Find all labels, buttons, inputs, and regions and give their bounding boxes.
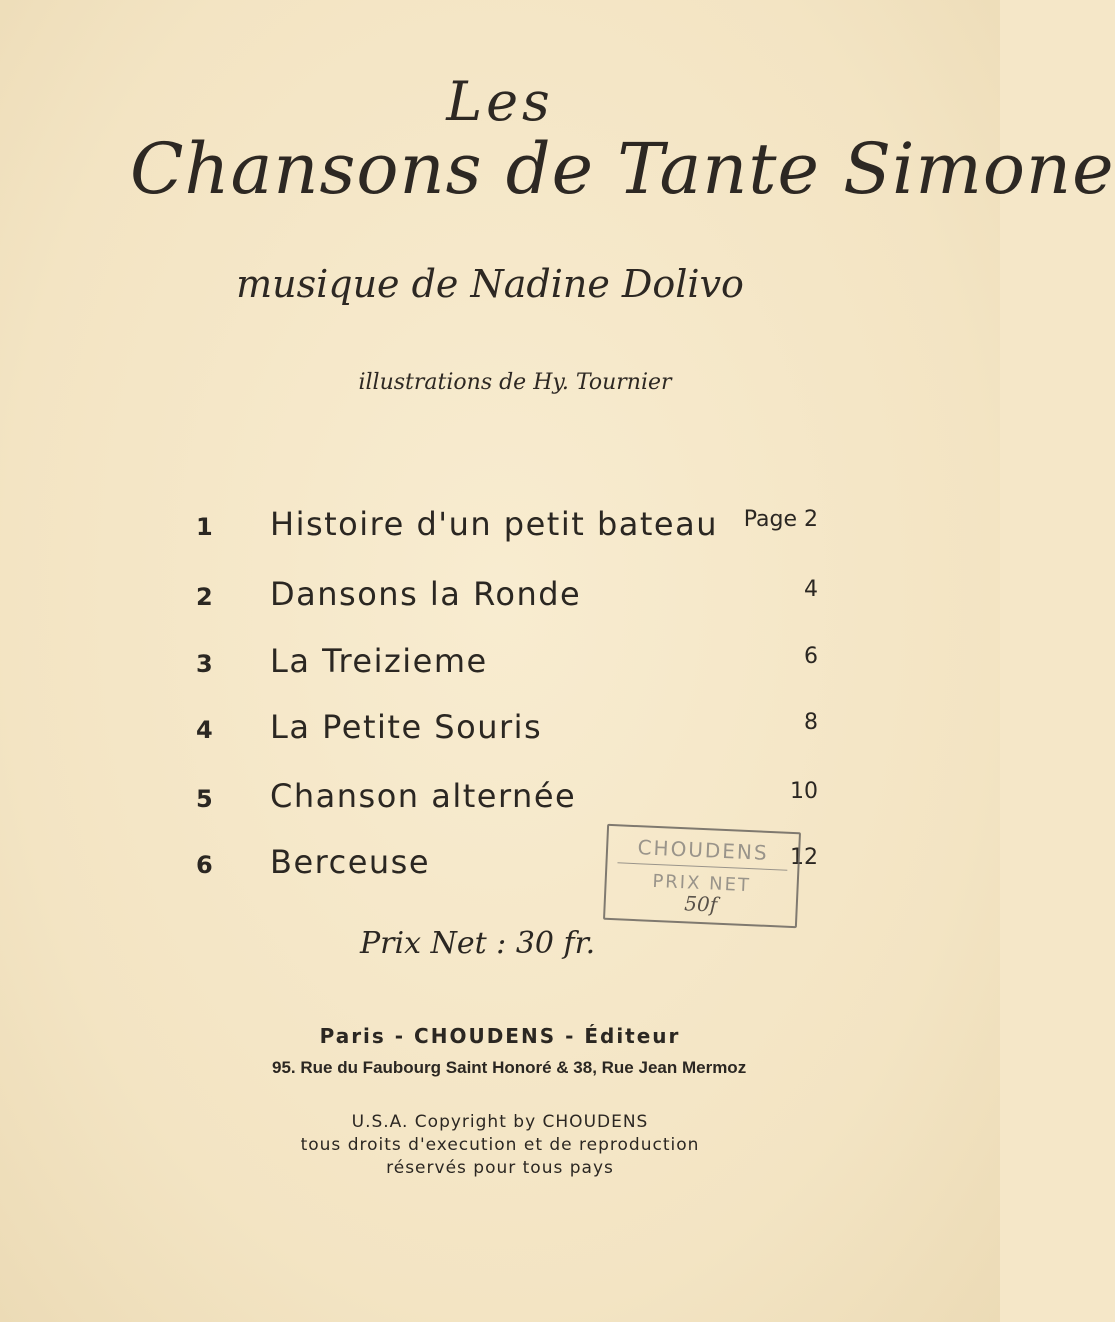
toc-title: Berceuse	[270, 843, 431, 881]
toc-page-number: 10	[790, 779, 818, 804]
toc-number: 6	[196, 851, 213, 879]
toc-page-number: 8	[804, 710, 818, 735]
stamp-label: PRIX NET	[651, 870, 752, 897]
toc-title: Chanson alternée	[270, 777, 577, 815]
toc-row	[0, 642, 1000, 692]
stamp-price: 50f	[683, 891, 718, 917]
toc-page	[700, 507, 818, 532]
toc-page-number: 12	[790, 845, 818, 870]
toc-title: Histoire d'un petit bateau	[270, 505, 718, 543]
stamp-publisher: CHOUDENS	[637, 835, 770, 865]
publisher-address: 95. Rue du Faubourg Saint Honoré & 38, Rue Jean Mermoz	[272, 1058, 747, 1077]
toc-number: 4	[196, 716, 213, 744]
composer-credit: musique de Nadine Dolivo	[236, 262, 744, 306]
toc-row	[0, 843, 1000, 893]
publisher-name: Paris - CHOUDENS - Éditeur	[319, 1024, 681, 1048]
toc-row	[0, 777, 1000, 827]
net-price: Prix Net : 30 fr.	[360, 926, 596, 961]
toc-title: La Petite Souris	[270, 708, 543, 746]
toc-row	[0, 708, 1000, 758]
page-title: Chansons de Tante Simone	[130, 128, 1115, 210]
toc-row	[0, 505, 1000, 555]
title-les: Les	[446, 70, 554, 133]
rights-line: réservés pour tous pays	[386, 1158, 614, 1178]
toc-title: La Treizieme	[270, 642, 488, 680]
toc-title: Dansons la Ronde	[270, 575, 582, 613]
toc-row	[0, 575, 1000, 625]
toc-page-number: 6	[804, 644, 818, 669]
rights-line: tous droits d'execution et de reproduction	[300, 1135, 700, 1155]
toc-page-label: Page	[743, 507, 797, 532]
toc-number: 5	[196, 785, 213, 813]
toc-number: 3	[196, 650, 213, 678]
toc-page-number: 4	[804, 577, 818, 602]
price-stamp	[603, 824, 801, 928]
toc-page-number: 2	[804, 507, 818, 532]
illustrator-credit: illustrations de Hy. Tournier	[358, 370, 672, 395]
copyright-line: U.S.A. Copyright by CHOUDENS	[351, 1112, 649, 1132]
toc-number: 2	[196, 583, 213, 611]
toc-number: 1	[196, 513, 213, 541]
